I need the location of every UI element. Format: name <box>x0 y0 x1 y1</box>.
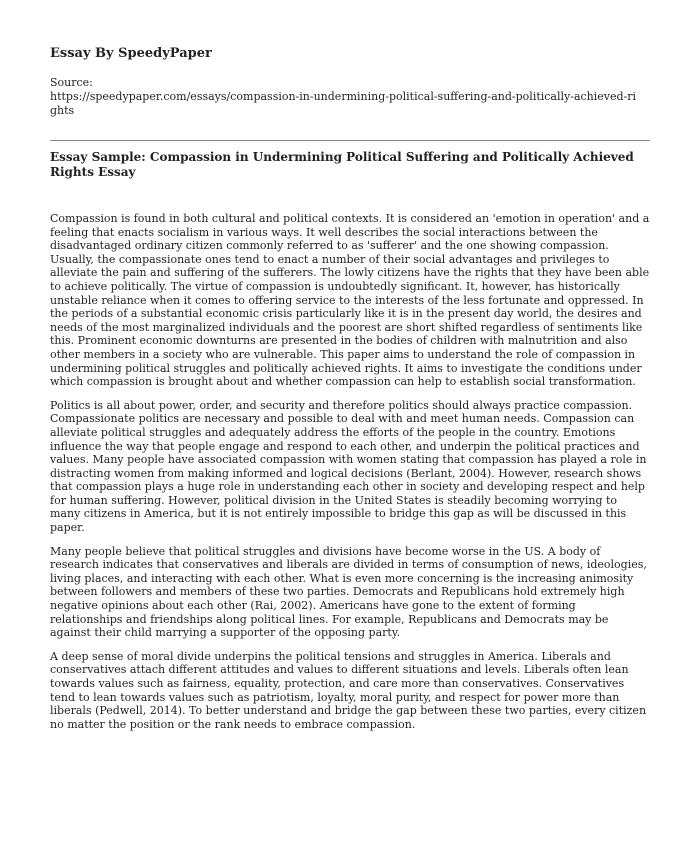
paragraph: Politics is all about power, order, and security and therefore politics should always practice compassion. Compassionate politics are necessary and possible to deal with and meet human needs. Compassion can alleviate political struggles and adequately address the efforts of the people in the country. Emotions influence the way that people engage and respond to each other, and underpin the political practices and values. Many people have associated compassion with women stating that compassion has played a role in distracting women from making informed and logical decisions (Berlant, 2004). However, research shows that compassion plays a huge role in understanding each other in society and developing respect and help for human suffering. However, political division in the United States is steadily becoming worrying to many citizens in America, but it is not entirely impossible to bridge this gap as will be discussed in this paper. <box>50 398 647 535</box>
document-header <box>50 46 650 118</box>
header-divider <box>50 140 650 141</box>
paragraph: A deep sense of moral divide underpins the political tensions and struggles in America. Liberals and conservatives attach different attitudes and values to different situations and levels. Liberals often lean towards values such as fairness, equality, protection, and care more than conservatives. Conservatives tend to lean towards values such as patriotism, loyalty, moral purity, and respect for power more than liberals (Pedwell, 2014). To better understand and bridge the gap between these two parties, every citizen no matter the position or the rank needs to embrace compassion. <box>50 649 647 731</box>
site-title: Essay By SpeedyPaper <box>50 46 212 61</box>
source-label: Source: <box>50 76 93 89</box>
essay-title: Essay Sample: Compassion in Undermining Political Suffering and Politically Achieved Rights Essay <box>50 150 634 179</box>
essay-body <box>50 212 650 741</box>
source-url[interactable]: https://speedypaper.com/essays/compassion-in-undermining-political-suffering-and-politically-achieved-rights <box>50 90 637 117</box>
paragraph: Compassion is found in both cultural and political contexts. It is considered an 'emotion in operation' and a feeling that enacts socialism in various ways. It well describes the social interactions between the disadvantaged ordinary citizen commonly referred to as 'sufferer' and the one showing compassion. Usually, the compassionate ones tend to enact a number of their social advantages and privileges to alleviate the pain and suffering of the sufferers. The lowly citizens have the rights that they have been able to achieve politically. The virtue of compassion is undoubtedly significant. It, however, has historically unstable reliance when it comes to offering service to the interests of the less fortunate and oppressed. In the periods of a substantial economic crisis particularly like it is in the present day world, the desires and needs of the most marginalized individuals and the poorest are short shifted regardless of sentiments like this. Prominent economic downturns are presented in the bodies of children with malnutrition and also other members in a society who are vulnerable. This paper aims to understand the role of compassion in undermining political struggles and politically achieved rights. It aims to investigate the conditions under which compassion is brought about and whether compassion can help to establish social transformation. <box>50 212 650 389</box>
paragraph: Many people believe that political struggles and divisions have become worse in the US. A body of research indicates that conservatives and liberals are divided in terms of consumption of news, ideologies, living places, and interacting with each other. What is even more concerning is the increasing animosity between followers and members of these two parties. Democrats and Republicans hold extremely high negative opinions about each other (Rai, 2002). Americans have gone to the extent of forming relationships and friendships along political lines. For example, Republicans and Democrats may be against their child marrying a supporter of the opposing party. <box>50 544 647 640</box>
